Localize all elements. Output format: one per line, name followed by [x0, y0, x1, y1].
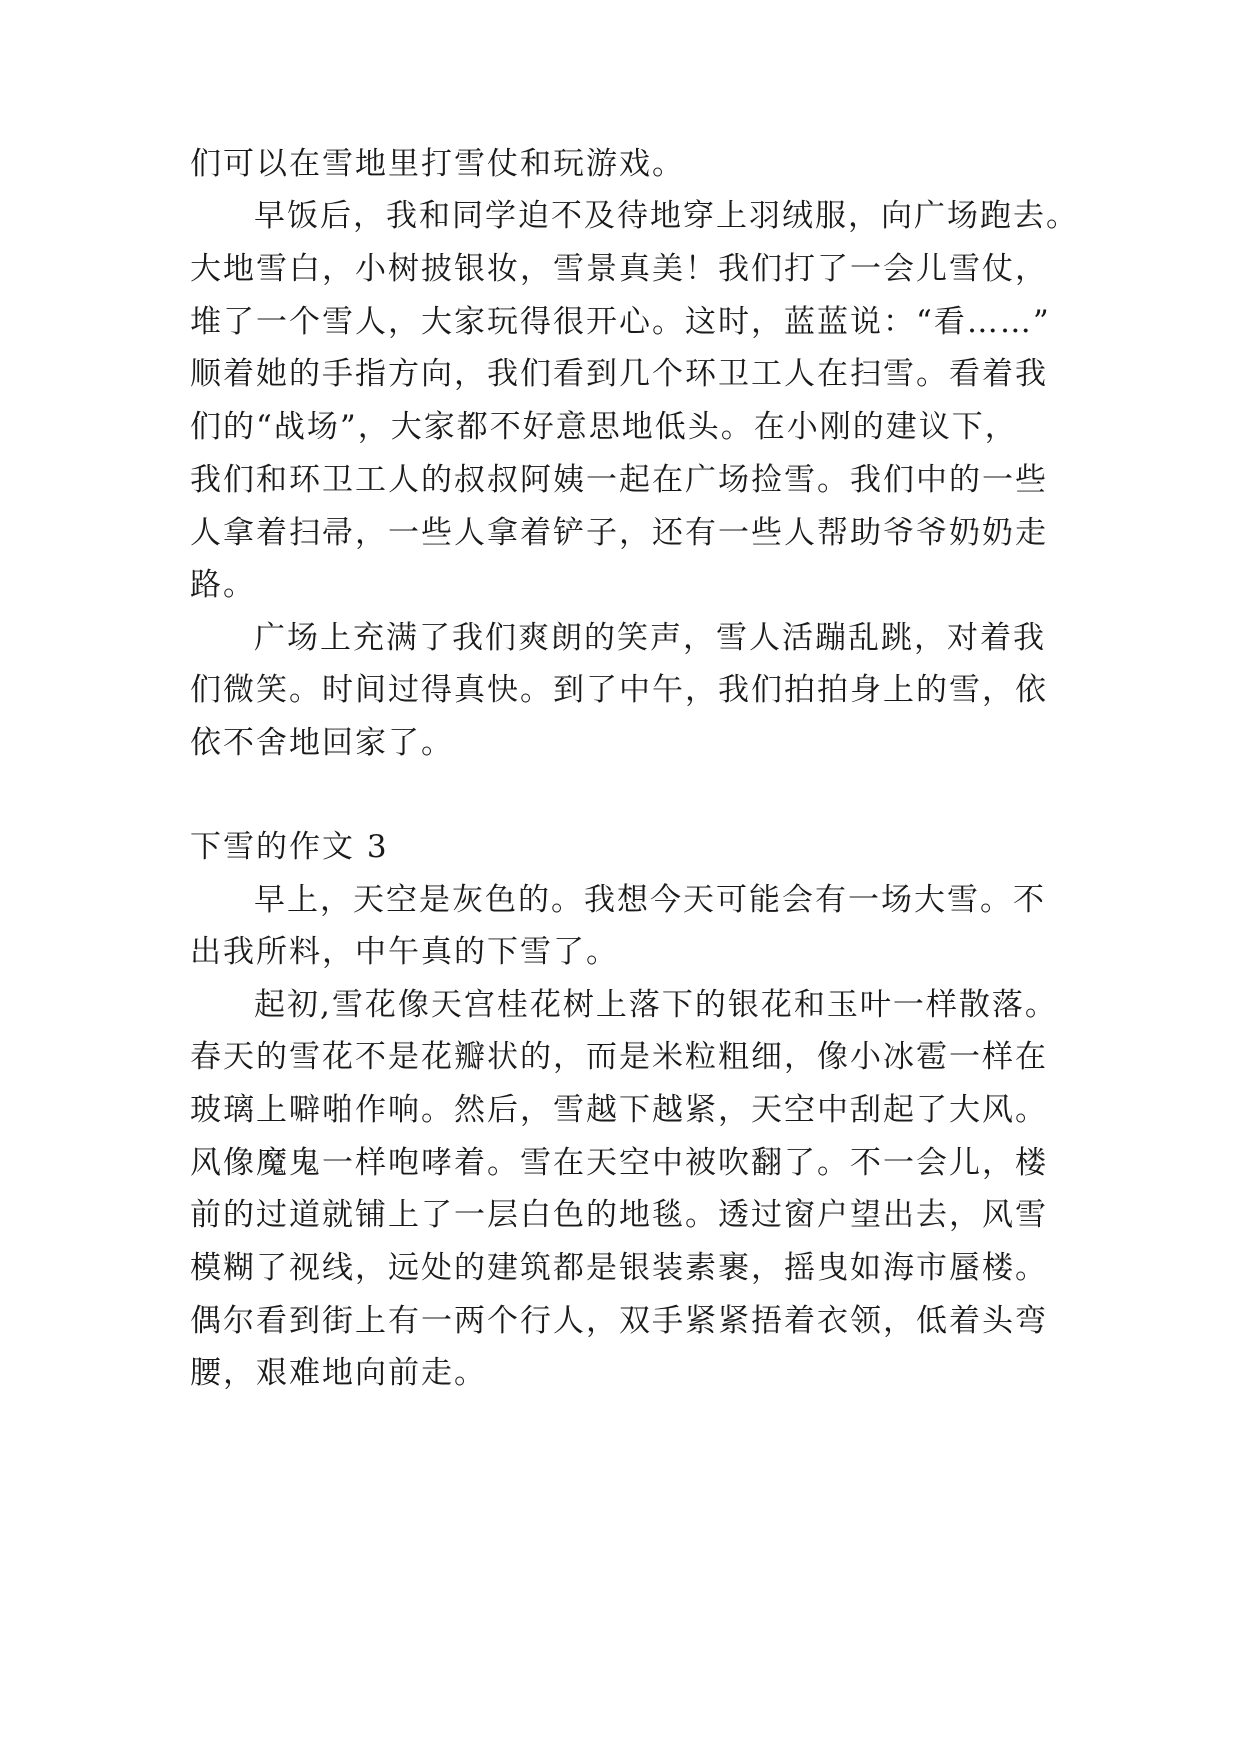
- text-line: 风像魔鬼一样咆哮着。雪在天空中被吹翻了。不一会儿，楼: [190, 1145, 1048, 1181]
- text-line: 们可以在雪地里打雪仗和玩游戏。: [190, 146, 685, 182]
- text-line: 腰，艰难地向前走。: [190, 1355, 487, 1391]
- text-line: 顺着她的手指方向，我们看到几个环卫工人在扫雪。看着我: [190, 356, 1048, 392]
- text-line: 依不舍地回家了。: [190, 725, 454, 761]
- text-line: 偶尔看到街上有一两个行人，双手紧紧捂着衣领，低着头弯: [190, 1303, 1048, 1339]
- text-line: 模糊了视线，远处的建筑都是银装素裹，摇曳如海市蜃楼。: [190, 1250, 1048, 1286]
- text-line: 们的“战场”，大家都不好意思地低头。在小刚的建议下，: [190, 409, 1018, 445]
- text-line: 春天的雪花不是花瓣状的，而是米粒粗细，像小冰雹一样在: [190, 1039, 1048, 1075]
- text-line: 大地雪白，小树披银妆，雪景真美！我们打了一会儿雪仗，: [190, 251, 1048, 287]
- text-line: 出我所料，中午真的下雪了。: [190, 934, 619, 970]
- text-line: 人拿着扫帚，一些人拿着铲子，还有一些人帮助爷爷奶奶走: [190, 515, 1048, 551]
- text-line: 玻璃上噼啪作响。然后，雪越下越紧，天空中刮起了大风。: [190, 1092, 1048, 1128]
- text-line: 我们和环卫工人的叔叔阿姨一起在广场捡雪。我们中的一些: [190, 462, 1048, 498]
- section-title: 下雪的作文 3: [190, 829, 389, 865]
- text-line: 堆了一个雪人，大家玩得很开心。这时，蓝蓝说：“看……”: [190, 304, 1051, 340]
- text-line: 路。: [190, 567, 256, 603]
- text-line: 前的过道就铺上了一层白色的地毯。透过窗户望出去，风雪: [190, 1197, 1048, 1233]
- paragraph-start-line: 广场上充满了我们爽朗的笑声，雪人活蹦乱跳，对着我: [254, 620, 1046, 656]
- paragraph-start-line: 早上，天空是灰色的。我想今天可能会有一场大雪。不: [254, 882, 1046, 918]
- paragraph-start-line: 早饭后，我和同学迫不及待地穿上羽绒服，向广场跑去。: [254, 198, 1079, 234]
- paragraph-start-line: 起初,雪花像天宫桂花树上落下的银花和玉叶一样散落。: [254, 987, 1058, 1023]
- text-line: 们微笑。时间过得真快。到了中午，我们拍拍身上的雪，依: [190, 672, 1048, 708]
